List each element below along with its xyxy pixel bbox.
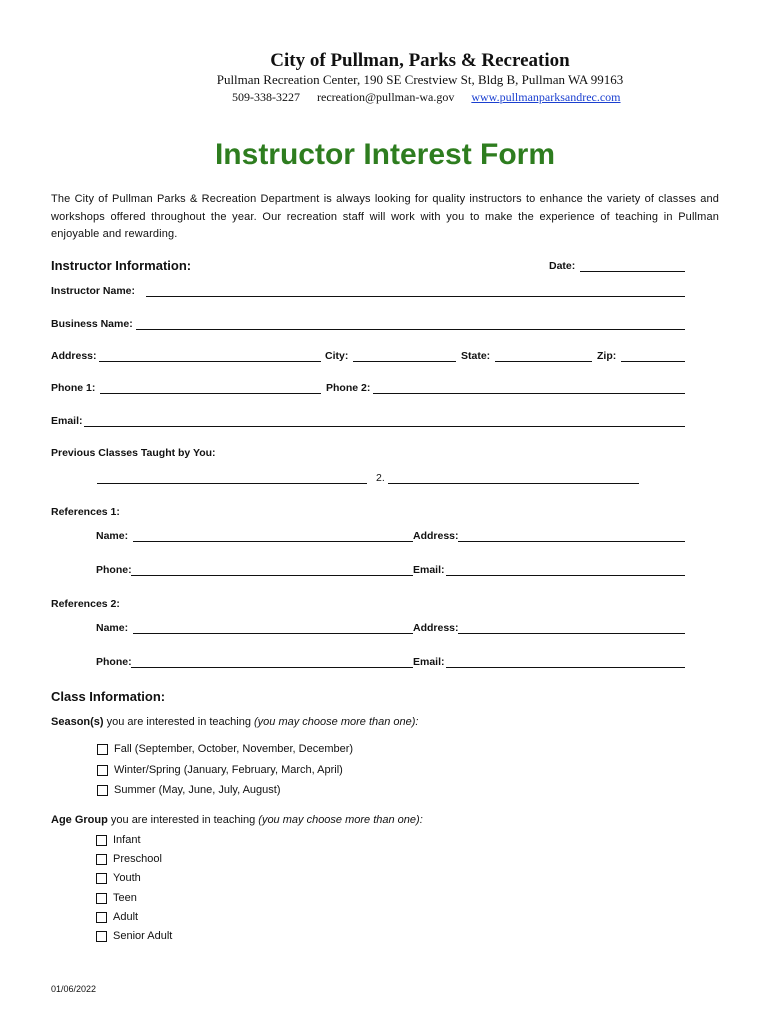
age-option-label: Preschool <box>113 853 162 865</box>
ref1-phone-label: Phone: <box>96 564 132 576</box>
city-label: City: <box>325 350 349 362</box>
org-contact <box>232 90 621 105</box>
org-website-link[interactable]: www.pullmanparksandrec.com <box>471 90 621 104</box>
org-phone: 509-338-3227 <box>232 90 300 104</box>
ref1-email-label: Email: <box>413 564 445 576</box>
state-field[interactable] <box>495 361 592 362</box>
ref1-address-label: Address: <box>413 530 459 542</box>
phone2-field[interactable] <box>373 393 685 394</box>
email-field[interactable] <box>84 426 685 427</box>
footer-date: 01/06/2022 <box>51 984 97 994</box>
intro-paragraph: The City of Pullman Parks & Recreation Department is always looking for quality instructors to enhance the variety of classes and workshops offered throughout the year. Our recreation staff will work with you to make the experience of teaching in Pullman enjoyable and rewarding. <box>51 193 719 240</box>
season-prompt <box>51 716 419 728</box>
ref2-email-field[interactable] <box>446 667 685 668</box>
checkbox-icon[interactable] <box>96 873 107 884</box>
age-option-label: Youth <box>113 872 141 884</box>
date-label: Date: <box>549 260 576 272</box>
business-name-label: Business Name: <box>51 318 133 330</box>
ref2-name-label: Name: <box>96 622 129 634</box>
age-option[interactable] <box>96 892 137 904</box>
age-option-label: Teen <box>113 892 137 904</box>
references-1-label: References 1: <box>51 506 120 518</box>
org-address: Pullman Recreation Center, 190 SE Crestview St, Bldg B, Pullman WA 99163 <box>216 72 624 87</box>
ref2-name-field[interactable] <box>133 633 413 634</box>
previous-class-1-field[interactable] <box>97 483 367 484</box>
season-option[interactable] <box>97 764 343 776</box>
org-title: City of Pullman, Parks & Recreation <box>270 50 570 71</box>
zip-label: Zip: <box>597 350 617 362</box>
ref2-address-label: Address: <box>413 622 459 634</box>
form-title: Instructor Interest Form <box>214 138 556 171</box>
age-option-label: Adult <box>113 911 139 923</box>
season-prompt-text: you are interested in teaching <box>103 716 255 728</box>
instructor-section-heading: Instructor Information: <box>51 258 192 273</box>
phone1-label: Phone 1: <box>51 382 96 394</box>
previous-classes-label: Previous Classes Taught by You: <box>51 447 216 459</box>
instructor-name-field[interactable] <box>146 296 685 297</box>
age-option[interactable] <box>96 853 162 865</box>
ref2-address-field[interactable] <box>458 633 685 634</box>
checkbox-icon[interactable] <box>96 854 107 865</box>
age-group-prompt <box>51 814 423 826</box>
email-label: Email: <box>51 415 83 427</box>
ref1-email-field[interactable] <box>446 575 685 576</box>
ref2-phone-field[interactable] <box>131 667 413 668</box>
checkbox-icon[interactable] <box>97 785 108 796</box>
checkbox-icon[interactable] <box>96 931 107 942</box>
age-option-label: Senior Adult <box>113 930 173 942</box>
address-field[interactable] <box>99 361 321 362</box>
season-option-label: Summer (May, June, July, August) <box>114 784 281 796</box>
season-prompt-italic: (you may choose more than one): <box>254 716 419 728</box>
age-option[interactable] <box>96 872 141 884</box>
age-option[interactable] <box>96 834 141 846</box>
ref1-phone-field[interactable] <box>131 575 413 576</box>
age-option-label: Infant <box>113 834 141 846</box>
org-email: recreation@pullman-wa.gov <box>317 90 455 104</box>
ref1-name-label: Name: <box>96 530 129 542</box>
class-section-heading: Class Information: <box>51 689 166 704</box>
checkbox-icon[interactable] <box>97 765 108 776</box>
zip-field[interactable] <box>621 361 685 362</box>
season-option[interactable] <box>97 743 353 755</box>
ref1-address-field[interactable] <box>458 541 685 542</box>
age-prompt-text: you are interested in teaching <box>107 814 259 826</box>
ref1-name-field[interactable] <box>133 541 413 542</box>
age-prompt-italic: (you may choose more than one): <box>258 814 423 826</box>
phone2-label: Phone 2: <box>326 382 371 394</box>
age-option[interactable] <box>96 930 172 942</box>
checkbox-icon[interactable] <box>96 912 107 923</box>
date-field[interactable] <box>580 271 685 272</box>
previous-class-2-field[interactable] <box>388 483 639 484</box>
ref2-email-label: Email: <box>413 656 445 668</box>
phone1-field[interactable] <box>100 393 321 394</box>
references-2-label: References 2: <box>51 598 120 610</box>
checkbox-icon[interactable] <box>96 893 107 904</box>
age-option[interactable] <box>96 911 138 923</box>
season-prompt-bold: Season(s) <box>51 716 104 728</box>
address-label: Address: <box>51 350 97 362</box>
city-field[interactable] <box>353 361 456 362</box>
season-option-label: Fall (September, October, November, December) <box>114 743 354 755</box>
season-option-label: Winter/Spring (January, February, March, April) <box>114 764 343 776</box>
state-label: State: <box>461 350 491 362</box>
checkbox-icon[interactable] <box>97 744 108 755</box>
checkbox-icon[interactable] <box>96 835 107 846</box>
season-option[interactable] <box>97 784 280 796</box>
previous-class-2-number: 2. <box>376 472 385 484</box>
ref2-phone-label: Phone: <box>96 656 132 668</box>
age-prompt-bold: Age Group <box>51 814 108 826</box>
business-name-field[interactable] <box>136 329 685 330</box>
instructor-name-label: Instructor Name: <box>51 285 136 297</box>
